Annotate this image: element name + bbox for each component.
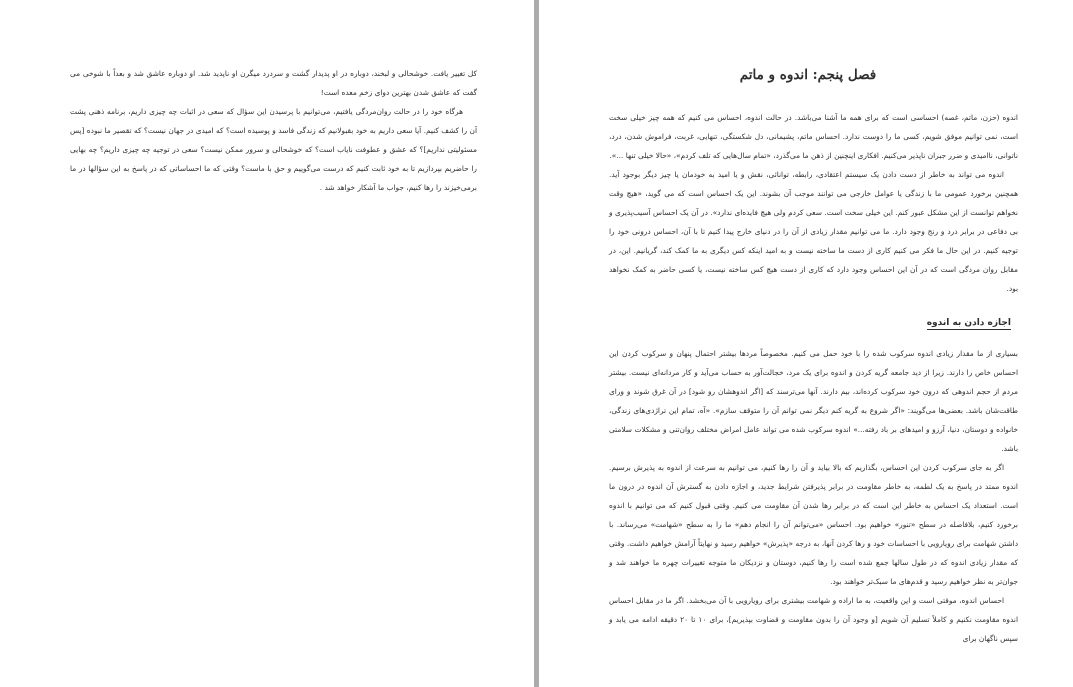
- paragraph: بسیاری از ما مقدار زیادی اندوه سرکوب شده را با خود حمل می کنیم. مخصوصاً مردها بیشتر احتمال پنهان و سرکوب کردن این احساس خاص را دارند. زیرا از دید جامعه گریه کردن و اندوه برای یک مرد، خجالت‌آور به حساب می‌آید و کار مردانه‌ای نیست. بیشتر مردم از حجم اندوهی که درون خود سرکوب کرده‌اند، بیم دارند. آنها می‌ترسند که [اگر اندوهشان رو شود] در آن غرق شوند و ورای طاقت‌شان باشد. بعضی‌ها می‌گویند: «اگر شروع به گریه کنم دیگر نمی توانم آن را متوقف سازم». «آه، تمام این تراژدی‌های زندگی، خانواده و دوستان، دنیا، آرزو و امیدهای بر باد رفته...» اندوه سرکوب شده می تواند عامل امراض مختلف روان‌تنی و مشکلات سلامتی باشد.: [609, 349, 1018, 453]
- paragraph: اگر به جای سرکوب کردن این احساس، بگذاریم که بالا بیاید و آن را رها کنیم، می توانیم به سرعت از اندوه به پذیرش برسیم. اندوه ممتد در پاسخ به یک لطمه، به خاطر مقاومت در برابر پذیرفتن شرایط جدید، و اجازه دادن به گسترش آن اندوه در درون ما است. استعداد یک احساس به خاطر این است که در برابر رها شدن آن مقاومت می کنیم. وقتی قبول کنیم که می توانیم با اندوه برخورد کنیم، بلافاصله در سطح «تنور» خواهیم بود. احساس «می‌توانم آن را انجام دهم» ما را به سطح «شهامت» می‌رساند. با داشتن شهامت برای رویارویی با احساسات خود و رها کردن آنها، به درجه «پذیرش» خواهیم رسید و نهایتاً آرامش خواهیم داشت. وقتی که مقدار زیادی اندوه که در طول سالها جمع شده است را رها کنیم، دوستان و نزدیکان ما متوجه تغییرات چهره ما خواهند شد و جوان‌تر به نظر خواهیم رسید و قدم‌های ما سبک‌تر خواهند بود.: [609, 463, 1018, 586]
- right-page: [539, 0, 1073, 687]
- section-heading: اجازه دادن به اندوه: [926, 318, 1011, 328]
- paragraph: اندوه (حزن، ماتم، غصه) احساسی است که برای همه ما آشنا می‌باشد. در حالت اندوه، احساس می کنیم که همه چیز خیلی سخت است، نمی توانیم موفق شویم، کسی ما را دوست ندارد. احساس ماتم، پشیمانی، دل شکستگی، تنهایی، غربت، فراموش شدن، درد، ناتوانی، ناامیدی و ضرر جبران ناپذیر می‌کنیم. افکاری اینچنین از ذهن ما می‌گذرد، «تمام سال‌هایی که تلف کردم»، «حالا خیلی تنها ...».: [609, 113, 1018, 160]
- paragraph: اندوه می تواند به خاطر از دست دادن یک سیستم اعتقادی، رابطه، توانائی، نقش و یا امید به خودمان یا چیز دیگر بوجود آید. همچنین برخورد عمومی ما با زندگی یا عوامل خارجی می توانند موجب آن بشوند. این یک احساس است که می گوید، «هیچ وقت نخواهم توانست از این مشکل عبور کنم. این خیلی سخت است. سعی کردم ولی هیچ فایده‌ای ندارد». در آن یک احساس آسیب‌پذیری و بی دفاعی در برابر درد و رنج وجود دارد. ما می توانیم مقدار زیادی از آن را در دنیای خارج پیدا کنیم تا با آن، احساس درونی خود را توجیه کنیم. در این حال ما فکر می کنیم کاری از دست ما ساخته نیست و به امید اینکه کس دیگری به ما کمک کند، گریانیم. این، در مقابل روان مردگی است که در آن این احساس وجود دارد که کاری از دست هیچ کس ساخته نیست، یا کسی حاضر به کمک نخواهد بود.: [609, 170, 1018, 293]
- paragraph: کل تغییر یافت. خوشحالی و لبخند، دوباره در او پدیدار گشت و سردرد میگرن او ناپدید شد. او دوباره عاشق شد و بعداً با شوخی می گفت که عاشق شدن بهترین دوای زخم معده است!: [70, 69, 477, 97]
- section-body: [609, 344, 1018, 648]
- chapter-intro: [609, 108, 1018, 298]
- paragraph: هرگاه خود را در حالت روان‌مردگی یافتیم، می‌توانیم با پرسیدن این سؤال که سعی در اثبات چه چیزی داریم، برنامه ذهنی پشت آن را کشف کنیم. آیا سعی داریم به خود بقبولانیم که زندگی فاسد و پوسیده است؟ که امیدی در جهان نیست؟ که تقصیر ما نبوده [پس مسئولیتی نداریم]؟ که عشق و عطوفت نایاب است؟ که خوشحالی و سرور ممکن نیست؟ سعی در توجیه چه چیزی داریم؟ چه بهایی را حاضریم بپردازیم تا به خود ثابت کنیم که درست می‌گوییم و حق با ماست؟ وقتی که ما احساساتی که در پاسخ به این سؤالها در ما برمی‌خیزند را رها کنیم، جواب ما آشکار خواهد شد .: [70, 107, 477, 192]
- chapter-title: فصل پنجم: اندوه و ماتم: [739, 67, 877, 83]
- left-page: [0, 0, 534, 687]
- paragraph: احساس اندوه، موقتی است و این واقعیت، به ما اراده و شهامت بیشتری برای رویارویی با آن می‌بخشد. اگر ما در مقابل احساس اندوه مقاومت نکنیم و کاملاً تسلیم آن شویم [و وجود آن را بدون مقاومت و قضاوت بپذیریم]، برای ۱۰ تا ۲۰ دقیقه ادامه می یابد و سپس ناگهان برای: [609, 596, 1018, 643]
- left-page-body: [70, 64, 477, 197]
